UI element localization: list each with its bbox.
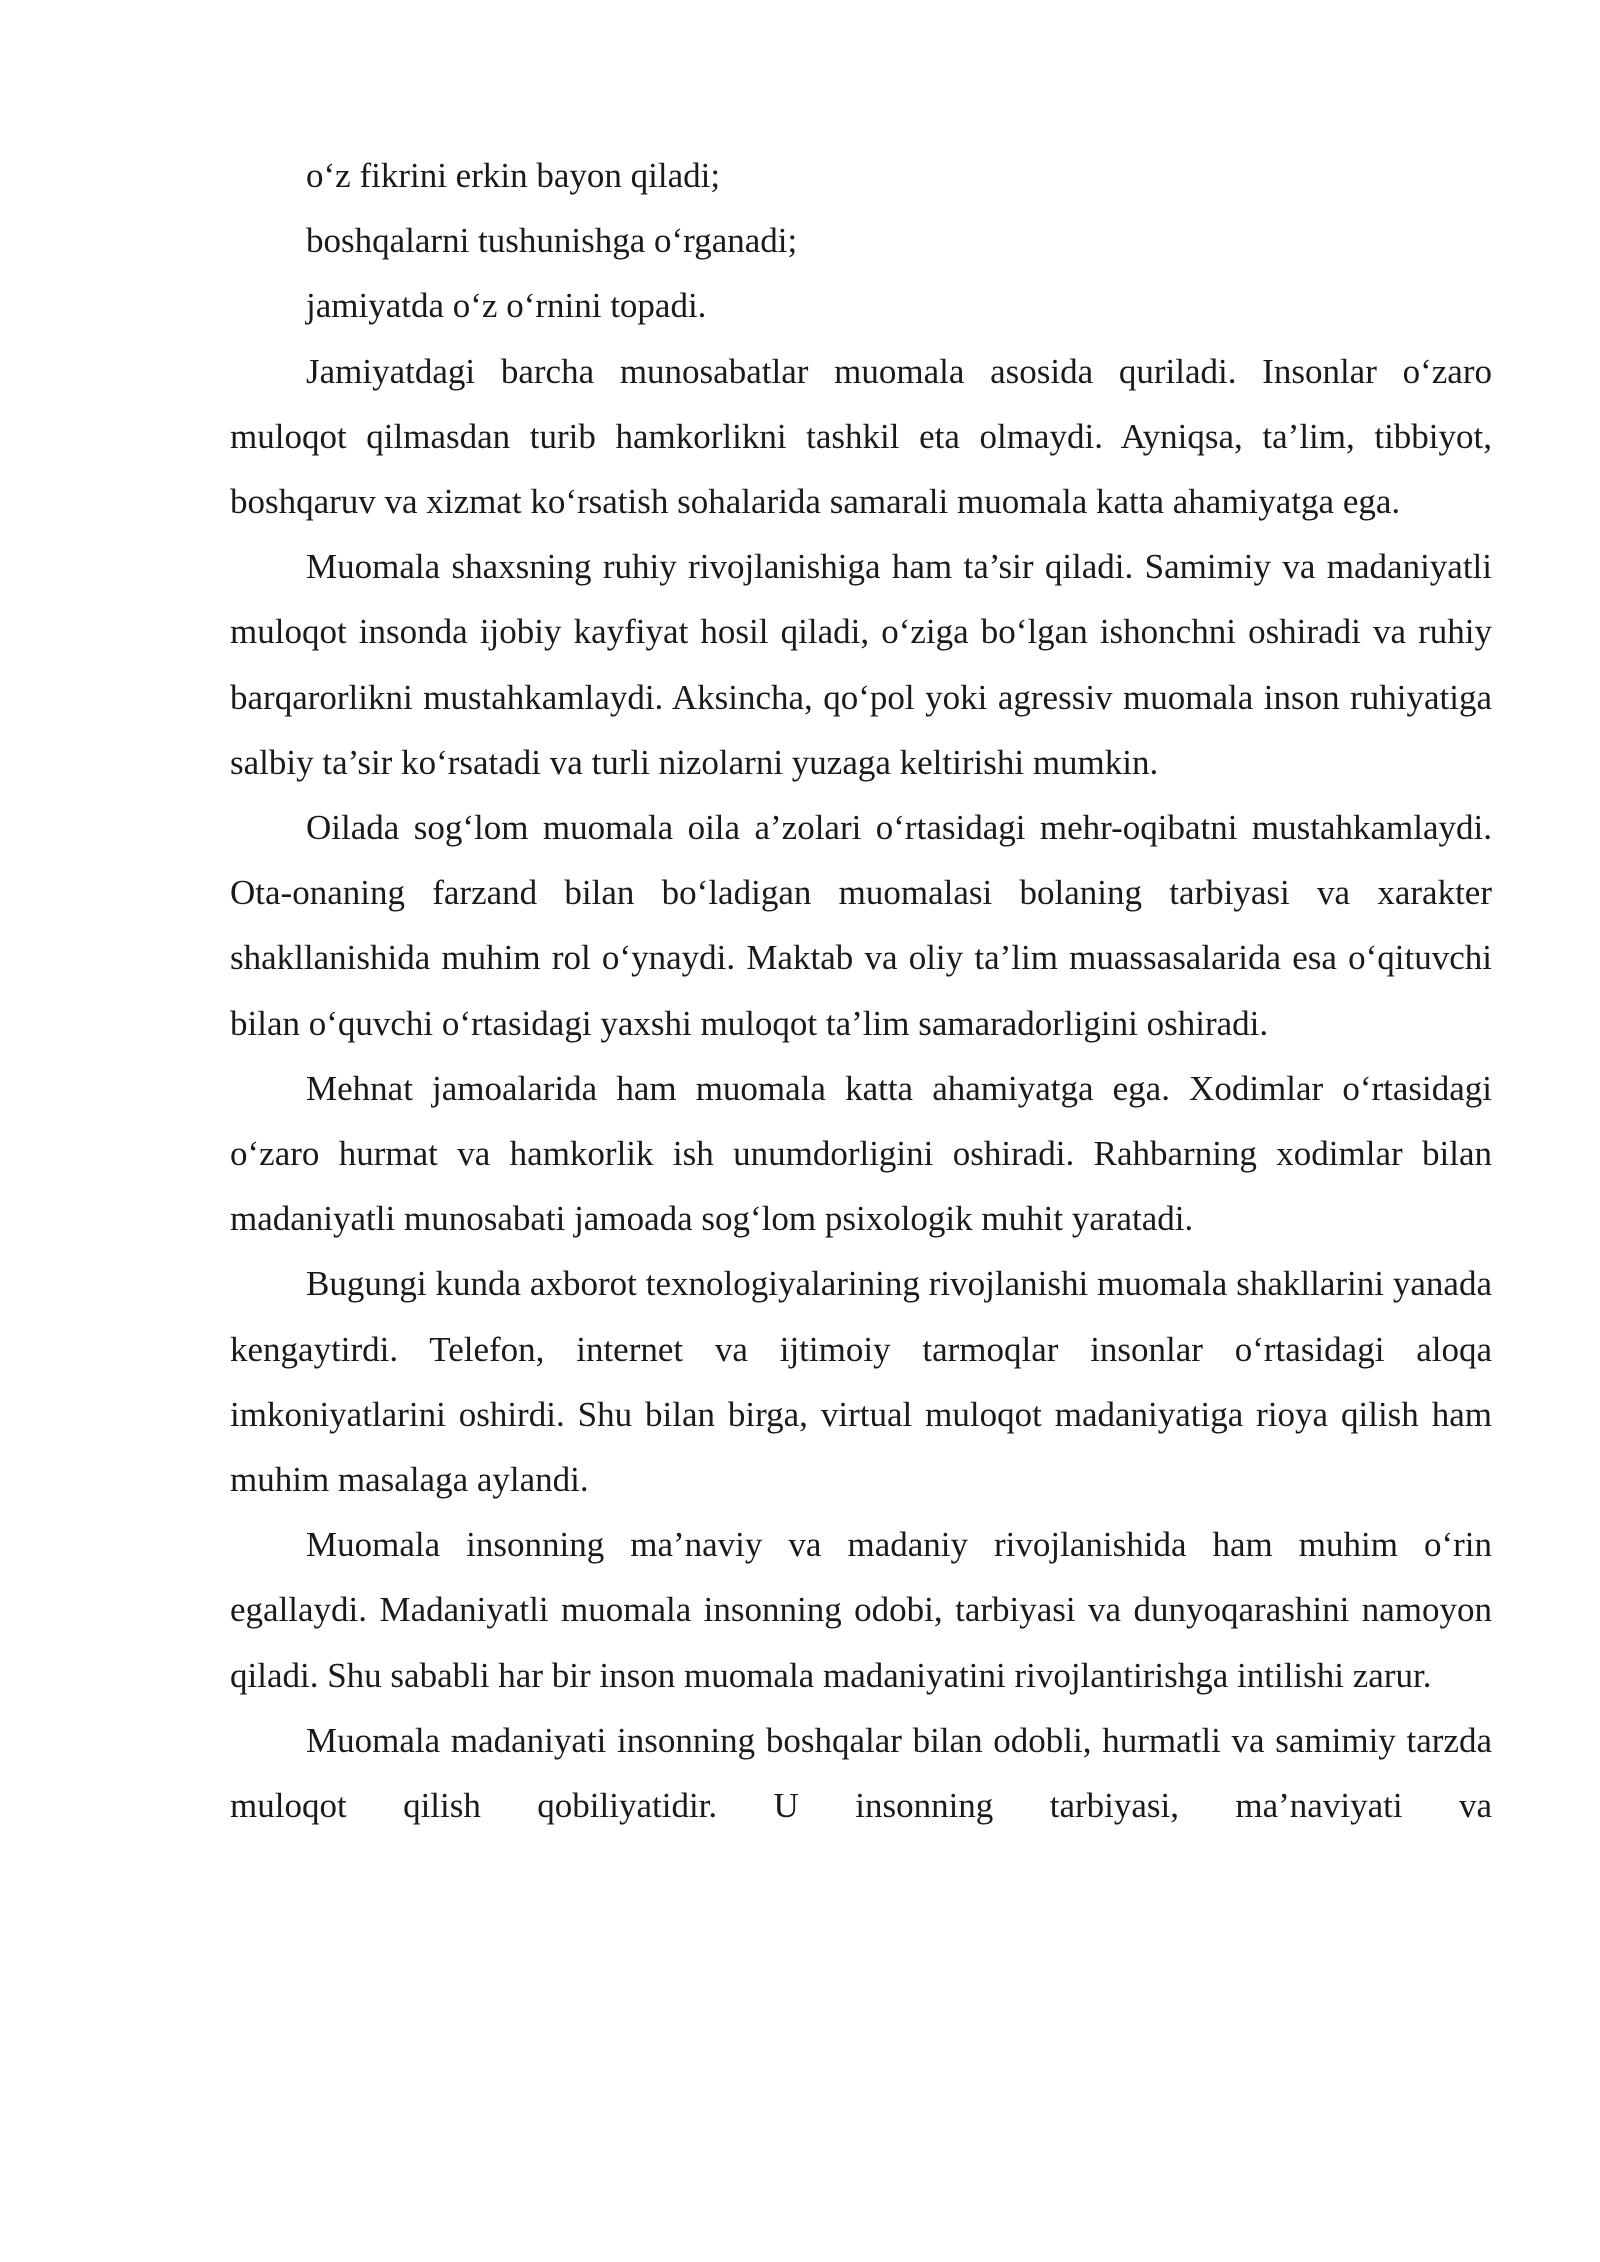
list-item: o‘z fikrini erkin bayon qiladi; [306, 156, 721, 195]
paragraph: Mehnat jamoalarida ham muomala katta ahamiyatga ega. Xodimlar o‘rtasidagi o‘zaro hurmat va hamkorlik ish unumdorligini oshiradi. Rahbarning xodimlar bilan madaniyatli munosabati jamoada sog‘lom psixologik muhit yaratadi. [230, 1068, 1492, 1239]
list-item: jamiyatda o‘z o‘rnini topadi. [306, 286, 707, 326]
paragraph: Bugungi kunda axborot texnologiyalarining rivojlanishi muomala shakllarini yanada kengaytirdi. Telefon, internet va ijtimoiy tarmoqlar insonlar o‘rtasidagi aloqa imkoniyatlarini oshirdi. Shu bilan birga, virtual muloqot madaniyatiga rioya qilish ham muhim masalaga aylandi. [230, 1264, 1492, 1500]
paragraph: Muomala shaxsning ruhiy rivojlanishiga ham ta’sir qiladi. Samimiy va madaniyatli muloqot insonda ijobiy kayfiyat hosil qiladi, o‘ziga bo‘lgan ishonchni oshiradi va ruhiy barqarorlikni mustahkamlaydi. Aksincha, qo‘pol yoki agressiv muomala inson ruhiyatiga salbiy ta’sir ko‘rsatadi va turli nizolarni yuzaga keltirishi mumkin. [230, 547, 1492, 782]
paragraph: Jamiyatdagi barcha munosabatlar muomala asosida quriladi. Insonlar o‘zaro muloqot qilmasdan turib hamkorlikni tashkil eta olmaydi. Ayniqsa, ta’lim, tibbiyot, boshqaruv va xizmat ko‘rsatish sohalarida samarali muomala katta ahamiyatga ega. [230, 351, 1492, 522]
document-page [230, 143, 1492, 1838]
paragraph: Muomala insonning ma’naviy va madaniy rivojlanishida ham muhim o‘rin egallaydi. Madaniyatli muomala insonning odobi, tarbiyasi va dunyoqarashini namoyon qiladi. Shu sababli har bir inson muomala madaniyatini rivojlantirishga intilishi zarur. [230, 1525, 1492, 1695]
paragraph: Oilada sog‘lom muomala oila a’zolari o‘rtasidagi mehr-oqibatni mustahkamlaydi. Ota-onaning farzand bilan bo‘ladigan muomalasi bolaning tarbiyasi va xarakter shakllanishida muhim rol o‘ynaydi. Maktab va oliy ta’lim muassasalarida esa o‘qituvchi bilan o‘quvchi o‘rtasidagi yaxshi muloqot ta’lim samaradorligini oshiradi. [230, 808, 1492, 1043]
paragraph: Muomala madaniyati insonning boshqalar bilan odobli, hurmatli va samimiy tarzda muloqot qilish qobiliyatidir. U insonning tarbiyasi, ma’naviyati va [230, 1720, 1492, 1826]
list-item: boshqalarni tushunishga o‘rganadi; [306, 221, 798, 261]
